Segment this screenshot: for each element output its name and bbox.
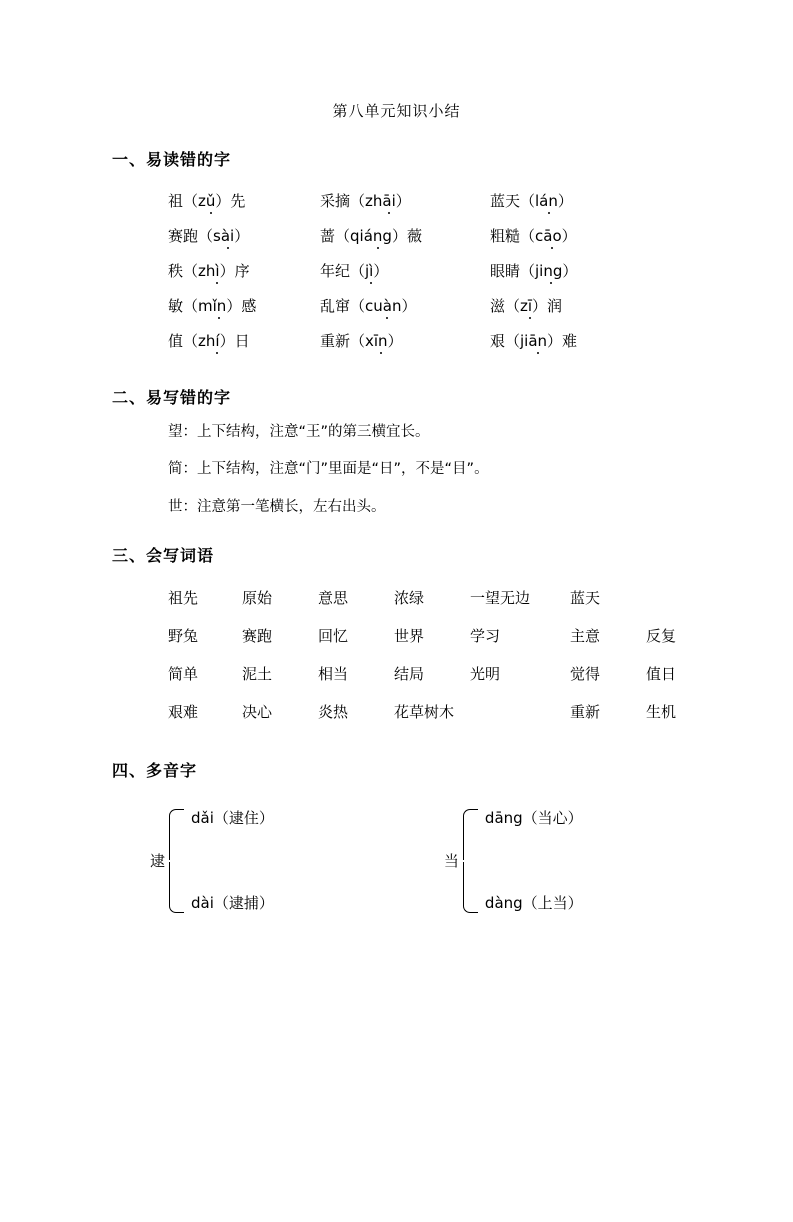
word-cell: 重新 (570, 702, 601, 721)
pinyin-cell: 重新（xīn） (320, 332, 403, 350)
section-heading-easily-miswritten: 二、易写错的字 (112, 388, 232, 407)
word-cell: 泥土 (242, 664, 273, 683)
brace-icon (463, 809, 479, 913)
word-cell: 回忆 (318, 626, 349, 645)
polyphone-group (150, 809, 274, 913)
pinyin-dot-mark: áng (363, 227, 392, 245)
word-cell: 反复 (646, 626, 677, 645)
word-cell: 世界 (394, 626, 425, 645)
pinyin-cell: 值（zhí）日 (168, 332, 250, 350)
word-cell: 值日 (646, 664, 677, 683)
pinyin-cell: 赛跑（sài） (168, 227, 250, 245)
pinyin-cell: 蔷（qiáng）薇 (320, 227, 422, 245)
pinyin-cell: 采摘（zhāi） (320, 192, 411, 210)
polyphone-group-container (150, 809, 793, 913)
table-row (168, 289, 660, 324)
note-line: 简：上下结构，注意“门”里面是“日”，不是“目”。 (168, 461, 489, 478)
word-cell: 艰难 (168, 702, 199, 721)
table-row (168, 219, 660, 254)
table-row (168, 618, 716, 656)
polyphone-group (444, 809, 583, 913)
document-page (0, 100, 793, 1222)
table-row (168, 580, 716, 618)
pinyin-dot-mark: āi (382, 192, 396, 210)
note-line: 世：注意第一笔横长，左右出头。 (168, 498, 386, 515)
pinyin-dot-mark: īn (373, 332, 388, 350)
pinyin-dot-mark: í (215, 332, 220, 350)
pinyin-dot-mark: ǔ (205, 192, 216, 210)
word-cell: 原始 (242, 588, 273, 607)
note-line: 望：上下结构，注意“王”的第三横宜长。 (168, 424, 430, 440)
pinyin-dot-mark: uàn (373, 297, 402, 315)
word-cell: 决心 (242, 702, 273, 721)
pinyin-dot-mark: án (539, 192, 558, 210)
polyphone-reading: dài（逮捕） (191, 893, 274, 912)
table-row (168, 694, 716, 732)
word-cell (470, 694, 570, 732)
pinyin-dot-mark: ài (220, 227, 235, 245)
pinyin-dot-mark: ì (369, 262, 374, 280)
easily-misread-table (168, 184, 660, 359)
word-cell: 觉得 (570, 664, 601, 683)
pinyin-cell: 祖（zǔ）先 (168, 192, 246, 210)
polyphone-reading: dāng（当心） (484, 808, 583, 827)
pinyin-dot-mark: ǐn (212, 297, 227, 315)
pinyin-dot-mark: ing (539, 262, 563, 280)
word-cell: 主意 (570, 626, 601, 645)
polyphone-readings (191, 809, 274, 913)
pinyin-dot-mark: ī (527, 297, 533, 315)
word-cell: 简单 (168, 664, 199, 683)
word-cell: 花草树木 (394, 702, 455, 721)
word-cell: 野兔 (168, 626, 199, 645)
word-cell: 浓绿 (394, 588, 425, 607)
brace-icon (169, 809, 185, 913)
word-cell: 生机 (646, 702, 677, 721)
word-cell: 光明 (470, 664, 501, 683)
table-row (168, 324, 660, 359)
pinyin-cell: 眼睛（jing） (490, 262, 578, 280)
section-heading-words-to-write: 三、会写词语 (112, 545, 215, 565)
word-cell: 意思 (318, 588, 349, 607)
words-table (168, 580, 716, 732)
pinyin-cell: 蓝天（lán） (490, 192, 573, 210)
pinyin-cell: 年纪（jì） (320, 262, 389, 280)
word-cell: 炎热 (318, 702, 349, 721)
polyphone-character: 逮 (150, 852, 166, 871)
polyphone-readings (485, 809, 583, 913)
page-title: 第八单元知识小结 (332, 102, 461, 120)
polyphone-character: 当 (443, 852, 459, 871)
polyphone-reading: dàng（上当） (484, 893, 583, 912)
word-cell: 结局 (394, 664, 425, 683)
word-cell: 一望无边 (470, 588, 531, 607)
pinyin-dot-mark: āo (543, 227, 562, 245)
word-cell: 学习 (470, 626, 501, 645)
table-row (168, 656, 716, 694)
pinyin-cell: 敏（mǐn）感 (168, 297, 257, 315)
pinyin-cell: 滋（zī）润 (490, 297, 563, 315)
word-cell (646, 580, 716, 618)
polyphone-reading: dǎi（逮住） (191, 808, 274, 827)
pinyin-dot-mark: ì (215, 262, 220, 280)
pinyin-dot-mark: ān (528, 332, 548, 350)
pinyin-cell: 粗糙（cāo） (490, 227, 577, 245)
section-heading-polyphones: 四、多音字 (112, 760, 198, 780)
pinyin-cell: 乱窜（cuàn） (320, 297, 417, 315)
pinyin-cell: 秩（zhì）序 (168, 262, 250, 280)
word-cell: 蓝天 (570, 588, 601, 607)
word-cell: 祖先 (168, 588, 199, 607)
table-row (168, 184, 660, 219)
word-cell: 赛跑 (242, 626, 273, 645)
pinyin-cell: 艰（jiān）难 (490, 332, 578, 350)
word-cell: 相当 (318, 664, 349, 683)
table-row (168, 254, 660, 289)
section-heading-easily-misread: 一、易读错的字 (112, 150, 232, 169)
